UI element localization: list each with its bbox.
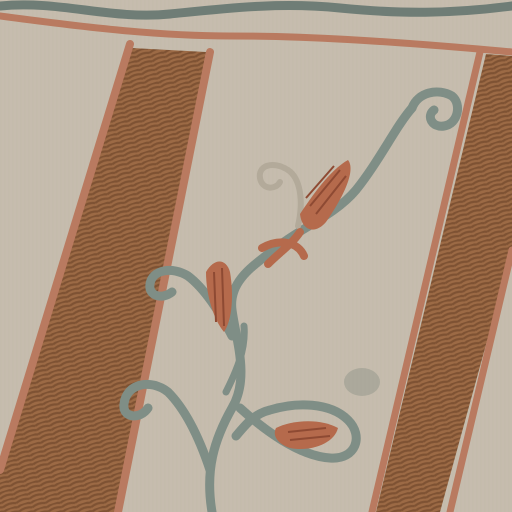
fabric-stain [344, 368, 380, 396]
